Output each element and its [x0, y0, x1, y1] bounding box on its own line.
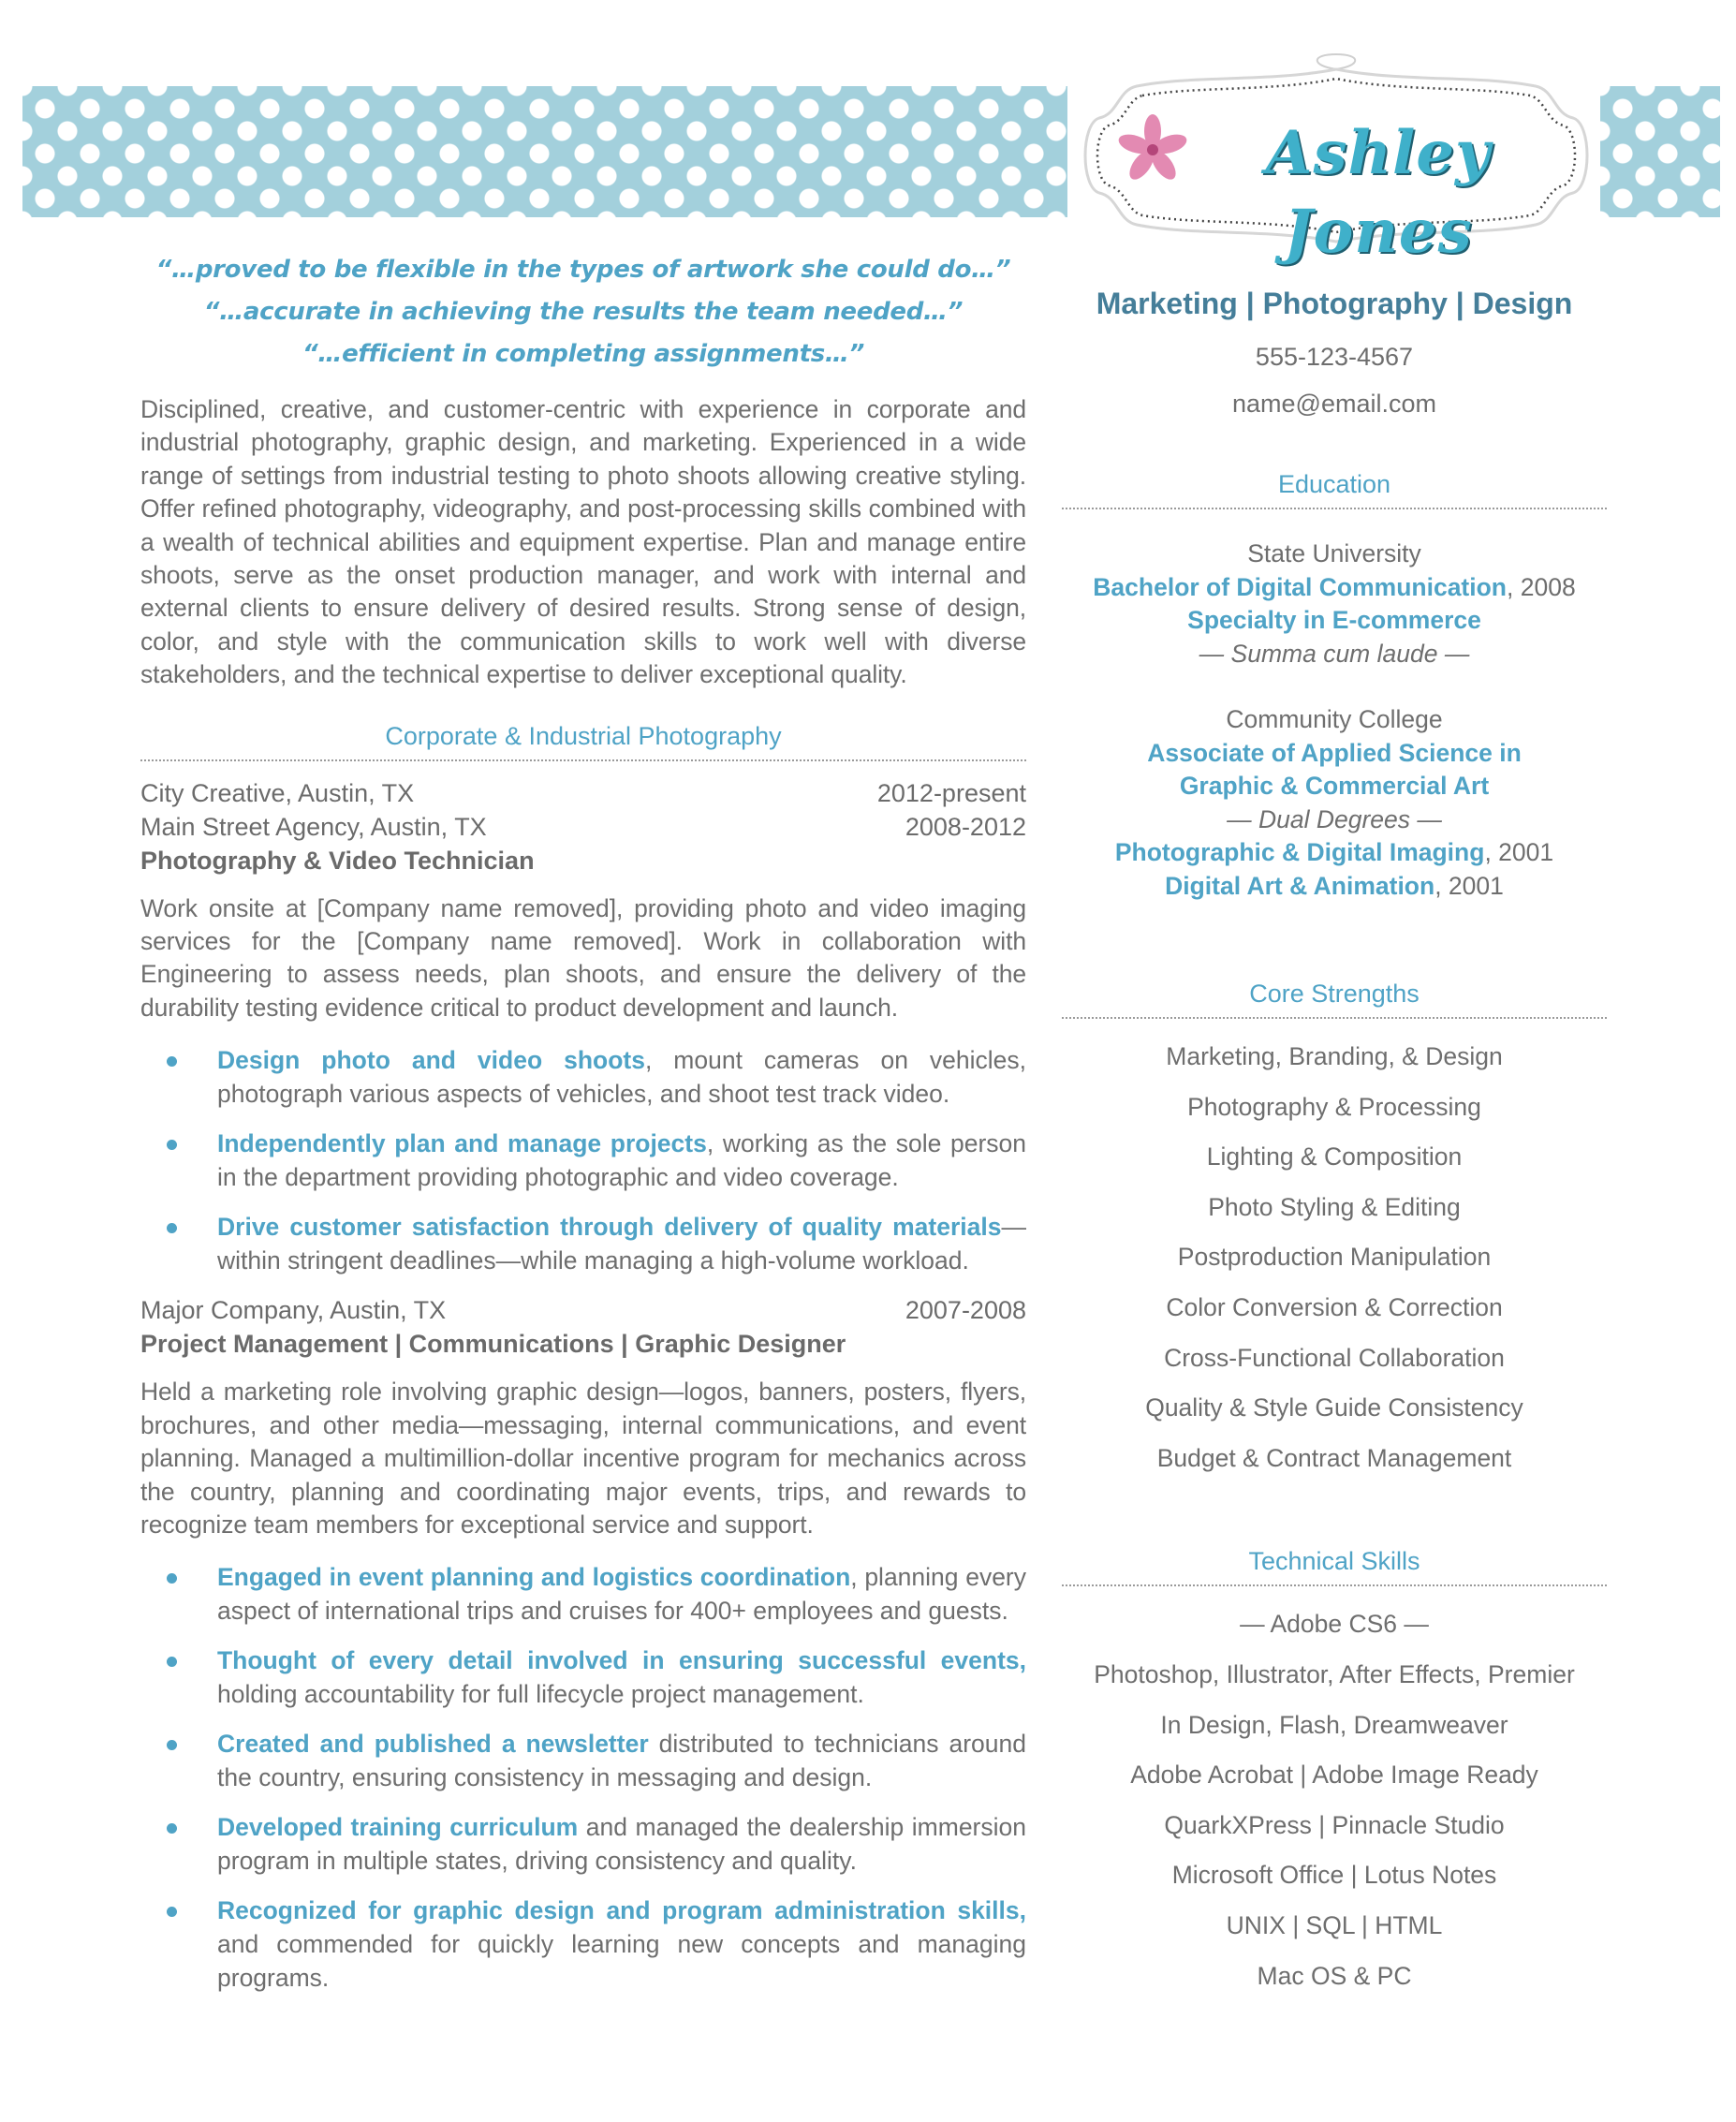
list-item: Mac OS & PC [1257, 1961, 1412, 1990]
job-row [140, 1293, 1026, 1327]
bullet-icon [167, 1740, 177, 1750]
professional-headline: Marketing | Photography | Design [1096, 287, 1573, 320]
school-name: Community College [1226, 705, 1443, 733]
achievement-lead: Drive customer satisfaction through delivery of quality materials [217, 1213, 1002, 1242]
list-item [217, 1894, 1026, 1995]
polka-dot-banner-right [1600, 86, 1720, 217]
job-title: Project Management | Communications | Graphic Designer [140, 1330, 846, 1359]
achievement-lead: Created and published a newsletter [217, 1730, 649, 1759]
strengths-list [1062, 1032, 1607, 1483]
achievement-text: and commended for quickly learning new concepts and managing programs. [217, 1930, 1026, 1993]
list-item: Photoshop, Illustrator, After Effects, Premier [1094, 1659, 1575, 1688]
skills-list [1062, 1599, 1607, 2001]
achievement-list [140, 1560, 1026, 1995]
list-item [217, 1560, 1026, 1628]
honors: — Summa cum laude — [1199, 639, 1470, 668]
bullet-icon [167, 1657, 177, 1667]
list-item: QuarkXPress | Pinnacle Studio [1164, 1810, 1505, 1839]
summary-paragraph: Disciplined, creative, and customer-centric with experience in corporate and industrial photography, graphic design, and marketing. Experienced in a wide range of settings from industrial testing to photo shoots allowing creative styling. Offer refined photography, videography, and post-processing skills combined with a wealth of technical abilities and equipment expertise. Plan and manage entire shoots, serve as the onset production manager, and work with internal and external clients to ensure delivery of desired results. Strong sense of design, color, and style with the communication skills to work well with diverse stakeholders, and the technical expertise to deliver exceptional quality. [140, 395, 1026, 689]
list-item [217, 1127, 1026, 1194]
degree-year: , 2008 [1507, 572, 1576, 601]
list-item: UNIX | SQL | HTML [1226, 1910, 1443, 1939]
employer-name: City Creative, Austin, TX [140, 778, 415, 807]
list-item: Postproduction Manipulation [1177, 1243, 1492, 1272]
employer-name: Main Street Agency, Austin, TX [140, 812, 487, 841]
list-item: Photography & Processing [1187, 1092, 1481, 1121]
achievement-text: distributed to technicians around the country, ensuring consistency in messaging and design. [217, 1730, 1026, 1792]
degree-line [1062, 870, 1607, 904]
achievement-lead: Developed training curriculum [217, 1813, 579, 1842]
degree-year: , 2001 [1484, 838, 1554, 866]
section-title-skills: Technical Skills [1062, 1545, 1607, 1586]
quote: “…efficient in completing assignments…” [302, 340, 865, 368]
testimonial-quotes [140, 249, 1026, 376]
employment-dates: 2008-2012 [905, 812, 1026, 841]
achievement-lead: Design photo and video shoots [217, 1046, 645, 1075]
applicant-name: Ashley Jones [1265, 118, 1492, 267]
list-item [217, 1810, 1026, 1878]
employment-dates: 2012-present [876, 778, 1026, 807]
list-item: Microsoft Office | Lotus Notes [1171, 1861, 1497, 1890]
employer-name: Major Company, Austin, TX [140, 1296, 447, 1325]
bullet-icon [167, 1223, 177, 1233]
list-item [217, 1043, 1026, 1111]
degree-line [1062, 836, 1607, 870]
dual-degrees-note: — Dual Degrees — [1227, 804, 1442, 833]
job-row [140, 810, 1026, 844]
education-block [1062, 538, 1607, 903]
list-item: Photo Styling & Editing [1208, 1192, 1461, 1221]
achievement-lead: Independently plan and manage projects [217, 1129, 707, 1158]
polka-dot-banner-left [22, 86, 1067, 217]
bullet-icon [167, 1056, 177, 1067]
list-item: Cross-Functional Collaboration [1164, 1343, 1505, 1372]
list-item: Adobe Acrobat | Adobe Image Ready [1130, 1761, 1538, 1790]
job-description: Work onsite at [Company name removed], providing photo and video imaging services for the [Company name removed]. Work in collaboration with Engineering to assess needs, plan shoots, and ensure the delivery of the durability testing evidence critical to product development and launch. [140, 893, 1026, 1022]
list-item [217, 1210, 1026, 1277]
school-name: State University [1247, 539, 1421, 567]
list-item: Color Conversion & Correction [1166, 1292, 1503, 1321]
list-item: In Design, Flash, Dreamweaver [1160, 1710, 1508, 1739]
degree-name: Associate of Applied Science in [1147, 738, 1522, 767]
section-title-education: Education [1062, 468, 1607, 509]
bullet-icon [167, 1907, 177, 1917]
achievement-text: and managed the dealership immersion program in multiple states, driving consistency and quality. [217, 1813, 1026, 1876]
degree-name: Digital Art & Animation [1165, 871, 1435, 900]
quote: “…accurate in achieving the results the team needed…” [203, 298, 964, 326]
bullet-icon [167, 1140, 177, 1150]
section-title-experience: Corporate & Industrial Photography [140, 720, 1026, 761]
degree-name: Graphic & Commercial Art [1179, 772, 1490, 800]
phone-number: 555-123-4567 [1255, 343, 1414, 371]
bullet-icon [167, 1823, 177, 1834]
job-description: Held a marketing role involving graphic design—logos, banners, posters, flyers, brochures, and other media—messaging, internal communications, and event planning. Managed a multimillion-dollar incentive program for mechanics across the country, planning and coordinating major events, trips, and rewards to recognize team members for exceptional service and support. [140, 1378, 1026, 1539]
achievement-lead: Engaged in event planning and logistics coordination [217, 1563, 851, 1592]
left-column [140, 393, 1026, 2011]
degree-name: Photographic & Digital Imaging [1114, 838, 1485, 866]
achievement-text: —within stringent deadlines—while managing a high-volume workload. [217, 1213, 1026, 1275]
right-column [1062, 281, 1607, 2001]
job-row [140, 776, 1026, 810]
job-1 [140, 776, 1026, 1278]
list-item: Lighting & Composition [1206, 1142, 1463, 1172]
bullet-icon [167, 1573, 177, 1584]
achievement-list [140, 1043, 1026, 1277]
section-title-strengths: Core Strengths [1062, 978, 1607, 1019]
quote: “…proved to be flexible in the types of artwork she could do…” [155, 256, 1011, 284]
achievement-text: holding accountability for full lifecycle project management. [217, 1680, 864, 1709]
list-item: Quality & Style Guide Consistency [1145, 1393, 1523, 1422]
degree-line [1062, 571, 1607, 605]
list-item: Marketing, Branding, & Design [1166, 1042, 1503, 1070]
achievement-lead: Thought of every detail involved in ensuring successful events, [217, 1646, 1026, 1675]
list-item: Budget & Contract Management [1156, 1443, 1512, 1472]
achievement-text: , planning every aspect of international trips and cruises for 400+ employees and guests. [217, 1563, 1027, 1626]
degree-year: , 2001 [1434, 871, 1504, 900]
job-2 [140, 1293, 1026, 1995]
employment-dates: 2007-2008 [905, 1296, 1026, 1325]
list-item [217, 1727, 1026, 1794]
achievement-text: , mount cameras on vehicles, photograph various aspects of vehicles, and shoot test track video. [217, 1046, 1026, 1109]
email-address: name@email.com [1232, 390, 1436, 418]
job-title: Photography & Video Technician [140, 846, 535, 875]
degree-name: Bachelor of Digital Communication [1093, 572, 1507, 601]
list-item [217, 1643, 1026, 1711]
list-item: — Adobe CS6 — [1240, 1610, 1429, 1639]
name-plate [1081, 49, 1592, 267]
degree-specialty: Specialty in E-commerce [1187, 606, 1481, 634]
achievement-text: , working as the sole person in the department providing photographic and video coverage. [217, 1129, 1026, 1192]
achievement-lead: Recognized for graphic design and program administration skills, [217, 1896, 1026, 1925]
